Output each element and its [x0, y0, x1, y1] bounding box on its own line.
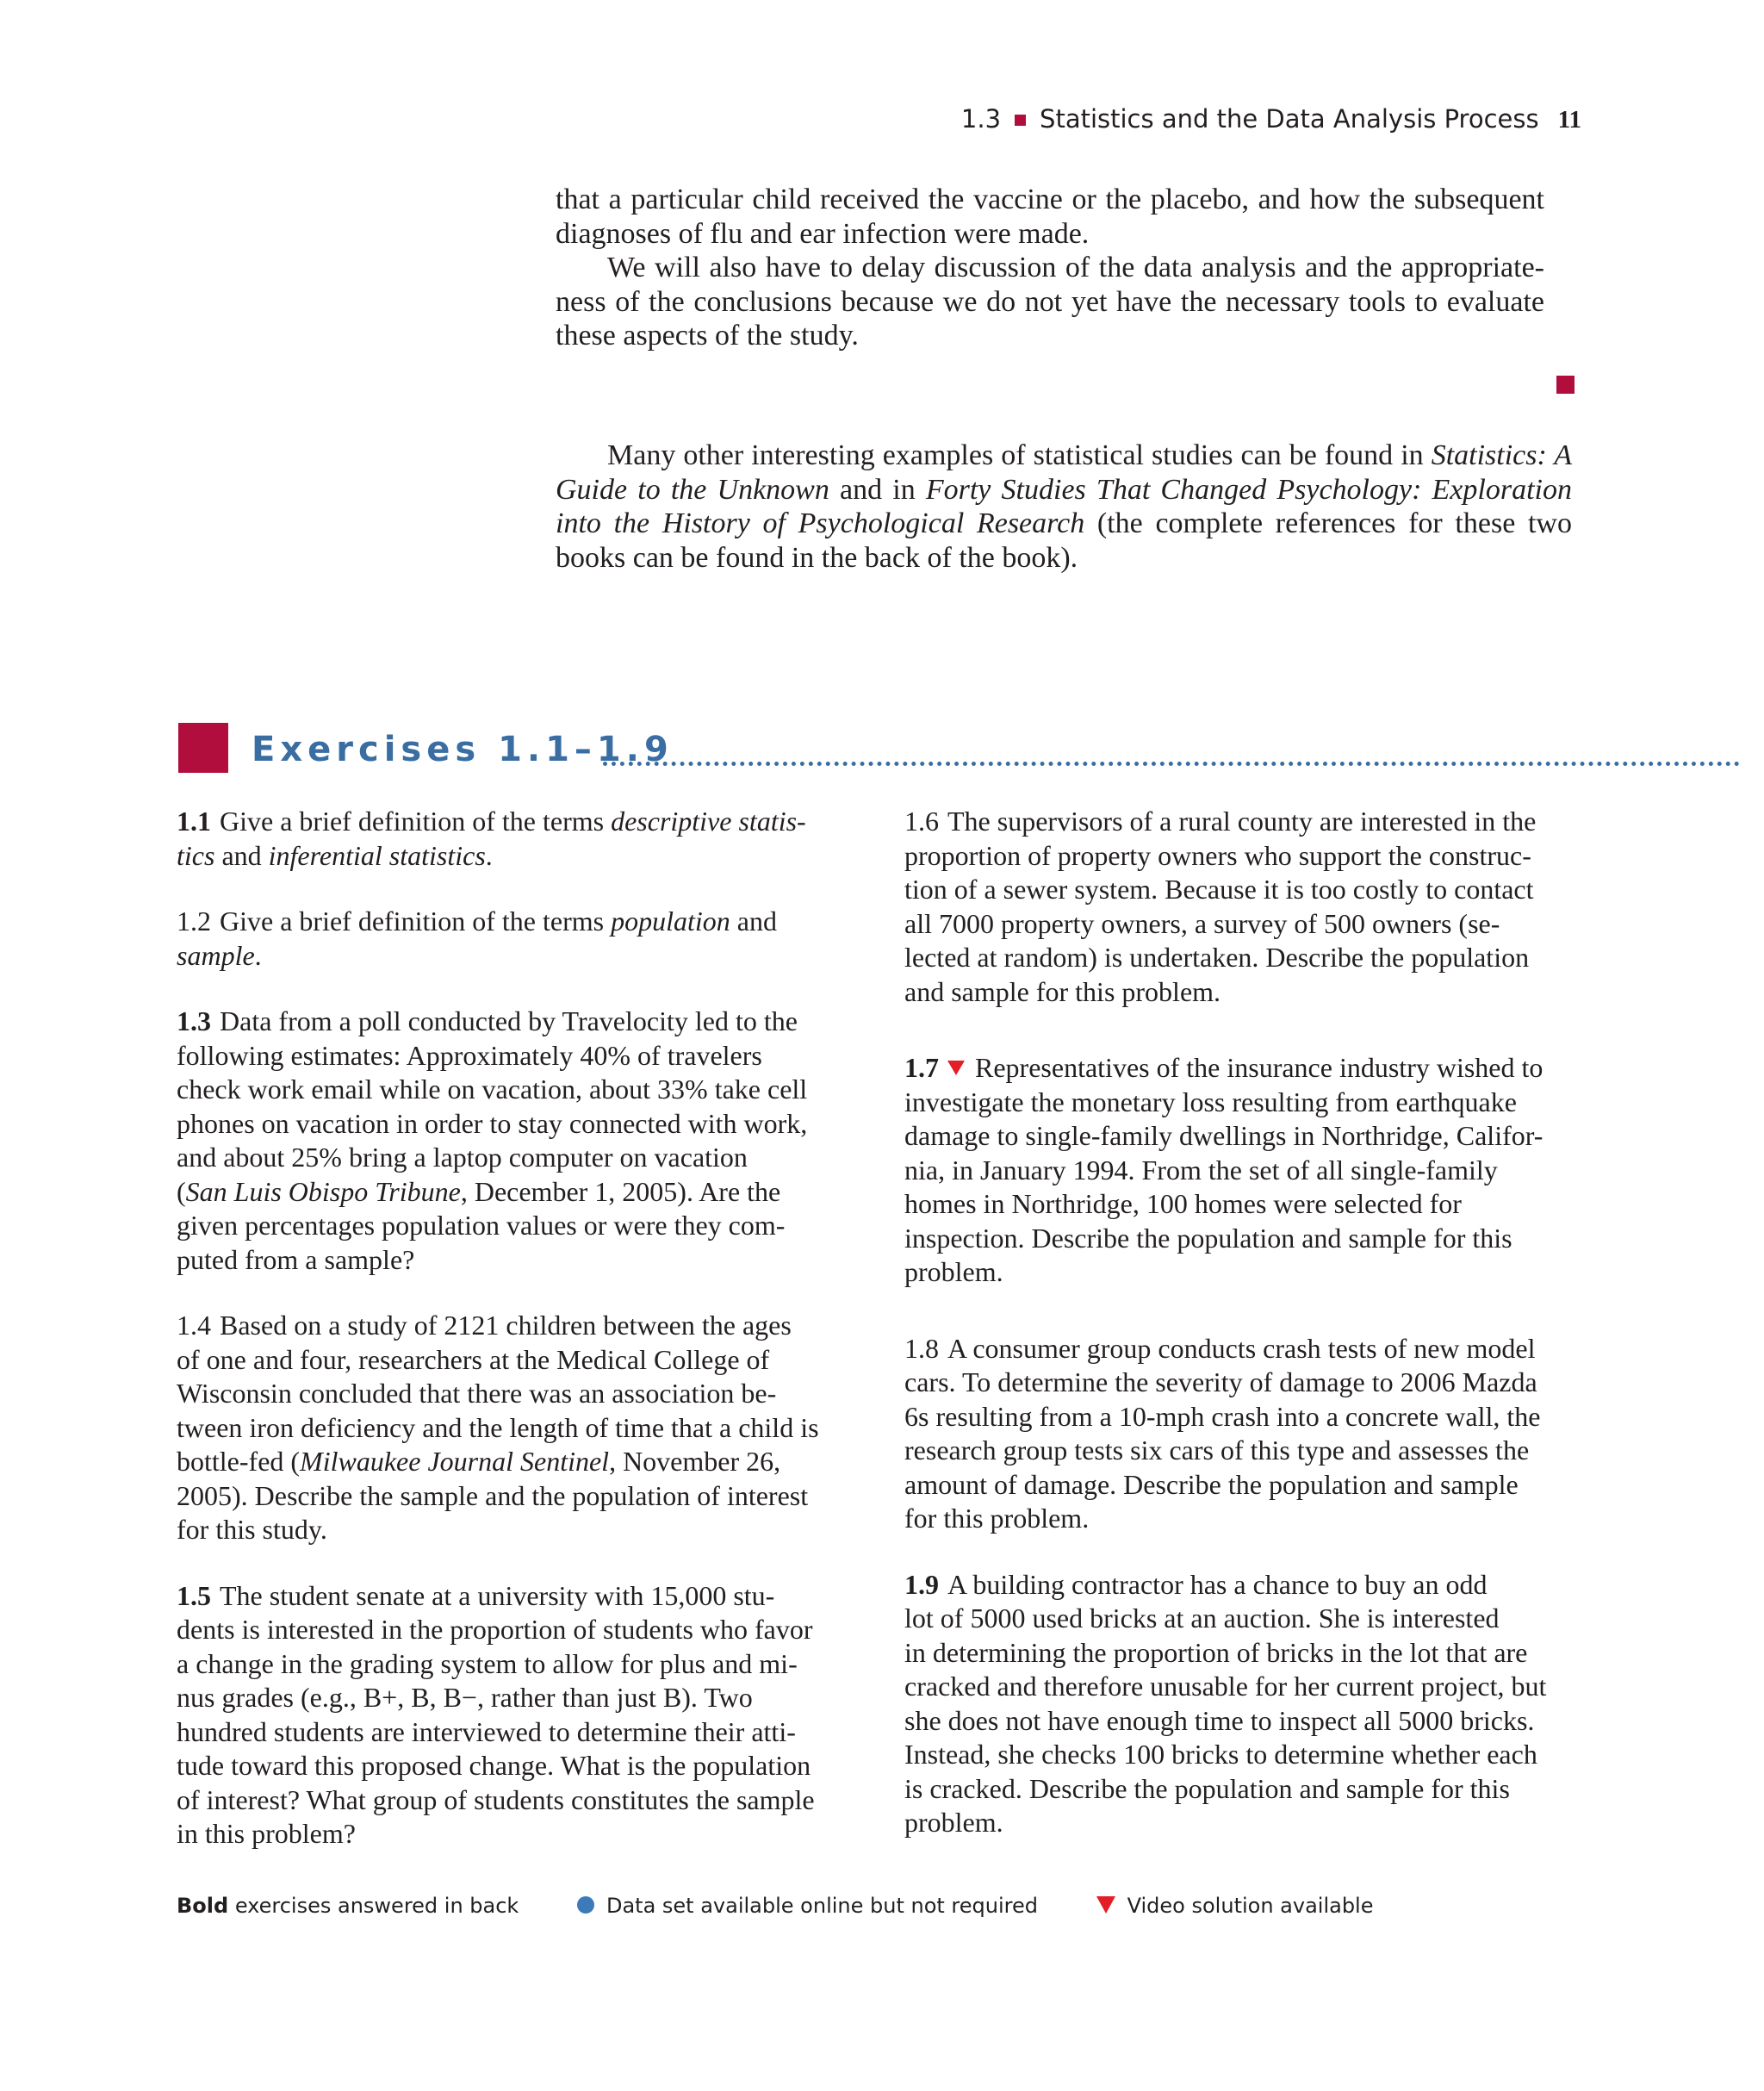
- exercise-number: 1.2: [177, 905, 211, 937]
- book-title-forty-studies: Forty Studies That Changed Psychology: Exploration into the History of Psychological Research: [556, 473, 1572, 539]
- exercises-heading: Exercises 1.1–1.9: [252, 730, 674, 769]
- paragraph-delay-discussion: We will also have to delay discussion of the data analysis and the appropriate- ness of the conclusions because we do not yet have the necessary tools to evaluate these aspects of the study.: [556, 252, 1544, 352]
- book-title-statistics-guide: Statistics: A Guide to the Unknown: [556, 439, 1572, 506]
- heading-dotted-rule: [603, 762, 1740, 766]
- legend-dataset: Data set available online but not required: [577, 1891, 1038, 1920]
- paragraph-continuation: that a particular child received the vaccine or the placebo, and how the subsequent diagnoses of flu and ear infection were made.: [556, 184, 1544, 250]
- exercise-legend: [177, 1891, 1425, 1920]
- exercise-number: 1.5: [177, 1579, 211, 1611]
- exercise-number: 1.3: [177, 1005, 211, 1036]
- exercise-1-5: 1.5 The student senate at a university with 15,000 stu- dents is interested in the proportion of students who favor a change in the grading system to allow for plus and mi- nus grades (e.g., B+, B, B−, rather than just B). Two hundred students are interviewed to determine their atti- tude toward this proposed change. What is the population of interest? What group of students constitutes the sample in this problem?: [177, 1579, 815, 1849]
- exercise-1-7: 1.7 Representatives of the insurance industry wished to investigate the monetary loss resulting from earthquake damage to single-family dwellings in Northridge, Califor- nia, in January 1994. From the set of all single-family homes in Northridge, 100 homes were selected for inspection. Describe the population and sample for this problem.: [904, 1052, 1544, 1287]
- exercise-1-6: 1.6 The supervisors of a rural county are interested in the proportion of property owners who support the construc- tion of a sewer system. Because it is too costly to contact all 7000 property owners, a survey of 500 owners (se- lected at random) is undertaken. Describe the population and sample for this problem.: [904, 806, 1537, 1007]
- exercise-1-1: 1.1 Give a brief definition of the terms descriptive statis- tics and inferential statistics.: [177, 806, 806, 871]
- intro-text-block: [556, 183, 1544, 353]
- running-header: [961, 102, 1581, 137]
- section-title: Statistics and the Data Analysis Process: [1040, 104, 1539, 134]
- exercise-number: 1.6: [904, 806, 939, 837]
- references-paragraph: Many other interesting examples of statistical studies can be found in Statistics: A Guide to the Unknown and in Forty Studies That Changed Psychology: Exploration into the History of Psychological Research (the complete references for these two books can be found in the back of the book).: [556, 439, 1572, 574]
- legend-video: Video solution available: [1096, 1891, 1374, 1920]
- exercise-number: 1.8: [904, 1332, 939, 1364]
- exercise-number: 1.7: [904, 1052, 939, 1083]
- exercises-left-column: [177, 805, 840, 1883]
- exercise-1-9: 1.9 A building contractor has a chance to buy an odd lot of 5000 used bricks at an auction. She is interested in determining the proportion of bricks in the lot that are cracked and therefore unusable for her current project, but she does not have enough time to inspect all 5000 bricks. Instead, she checks 100 bricks to determine whether each is cracked. Describe the population and sample for this problem.: [904, 1568, 1547, 1838]
- source-citation: San Luis Obispo Tribune: [185, 1175, 461, 1207]
- exercise-1-3: 1.3 Data from a poll conducted by Travelocity led to the following estimates: Approximately 40% of travelers check work email while on vacation, about 33% take cell phones on vacation in order to stay connected with work, and about 25% bring a laptop computer on vacation (San Luis Obispo Tribune, December 1, 2005). Are the given percentages population values or were they com- puted from a sample?: [177, 1005, 808, 1275]
- exercises-square-icon: [178, 723, 228, 773]
- exercise-number: 1.1: [177, 806, 211, 837]
- source-citation: Milwaukee Journal Sentinel: [300, 1446, 610, 1477]
- header-square-icon: [1015, 115, 1026, 126]
- legend-bold: Bold exercises answered in back: [177, 1894, 519, 1918]
- page-number: 11: [1557, 106, 1581, 134]
- dataset-dot-icon: [577, 1896, 594, 1914]
- exercises-right-column: [904, 805, 1572, 1872]
- exercise-number: 1.9: [904, 1568, 939, 1600]
- exercise-1-2: 1.2 Give a brief definition of the terms population and sample.: [177, 905, 777, 971]
- video-solution-icon[interactable]: [947, 1061, 965, 1075]
- video-triangle-icon: [1096, 1896, 1115, 1914]
- exercise-1-4: 1.4 Based on a study of 2121 children between the ages of one and four, researchers at the Medical College of Wisconsin concluded that there was an association be- tween iron deficiency and the length of time that a child is bottle-fed (Milwaukee Journal Sentinel, November 26, 2005). Describe the sample and the population of interest for this study.: [177, 1310, 819, 1545]
- end-of-example-marker: [1556, 376, 1575, 394]
- section-number: 1.3: [960, 104, 1002, 134]
- exercise-1-8: 1.8 A consumer group conducts crash tests of new model cars. To determine the severity of damage to 2006 Mazda 6s resulting from a 10-mph crash into a concrete wall, the research group tests six cars of this type and assesses the amount of damage. Describe the population and sample for this problem.: [904, 1332, 1541, 1534]
- exercise-number: 1.4: [177, 1310, 211, 1341]
